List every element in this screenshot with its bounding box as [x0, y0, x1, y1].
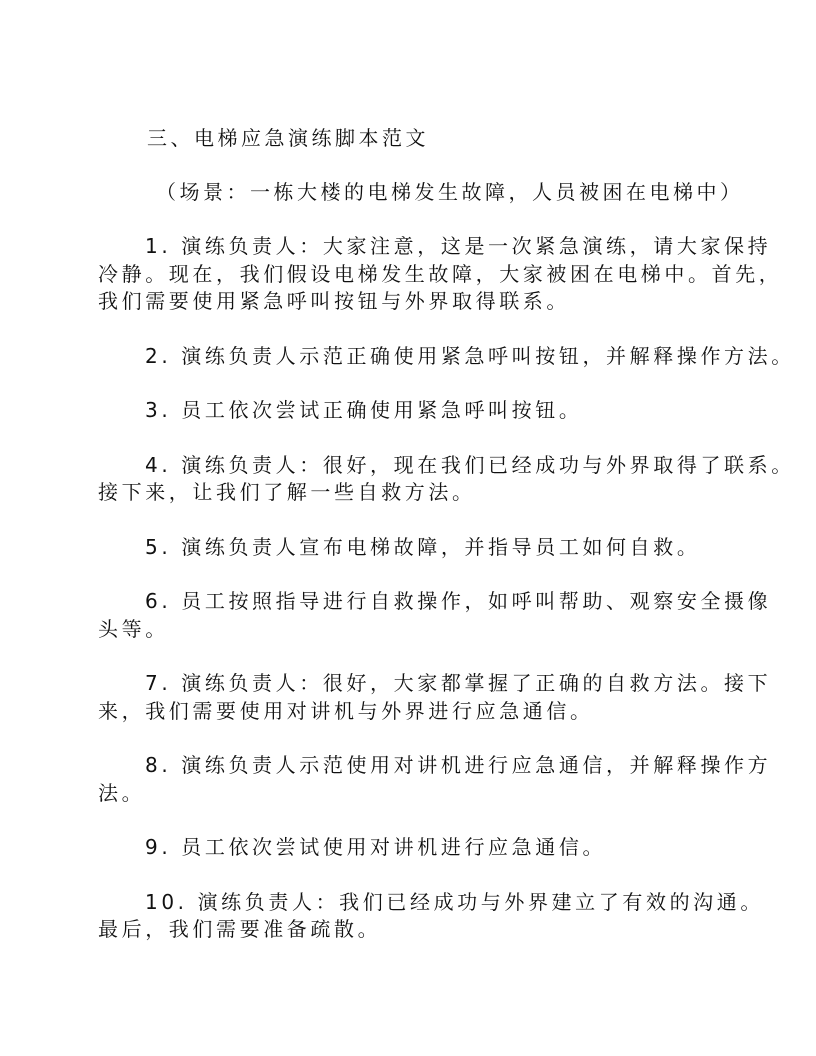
paragraph-line: 冷静。现在，我们假设电梯发生故障，大家被困在电梯中。首先， — [98, 261, 783, 286]
paragraph-line: 1. 演练负责人：大家注意，这是一次紧急演练，请大家保持 — [145, 234, 772, 258]
paragraph-line: 最后，我们需要准备疏散。 — [98, 917, 382, 941]
paragraph-6 — [98, 588, 772, 643]
paragraph-9 — [98, 834, 722, 862]
paragraph-10 — [98, 889, 764, 944]
scene-subtitle: （场景：一栋大楼的电梯发生故障，人员被困在电梯中） — [156, 180, 744, 204]
paragraph-line: 10. 演练负责人：我们已经成功与外界建立了有效的沟通。 — [145, 889, 764, 914]
paragraph-line: 来，我们需要使用对讲机与外界进行应急通信。 — [98, 698, 594, 723]
paragraph-1 — [98, 233, 783, 316]
paragraph-line: 头等。 — [98, 616, 169, 641]
paragraph-line: 6. 员工按照指导进行自救操作，如呼叫帮助、观察安全摄像 — [145, 589, 772, 613]
paragraph-line: 5. 演练负责人宣布电梯故障，并指导员工如何自救。 — [145, 534, 701, 559]
paragraph-3 — [98, 397, 722, 425]
paragraph-8 — [98, 752, 772, 807]
paragraph-2 — [98, 343, 795, 371]
document-body — [98, 233, 795, 971]
paragraph-5 — [98, 534, 722, 562]
paragraph-4 — [98, 452, 795, 507]
paragraph-line: 接下来，让我们了解一些自救方法。 — [98, 480, 476, 504]
paragraph-line: 8. 演练负责人示范使用对讲机进行应急通信，并解释操作方 — [145, 753, 772, 777]
paragraph-line: 9. 员工依次尝试使用对讲机进行应急通信。 — [145, 835, 607, 859]
paragraph-line: 3. 员工依次尝试正确使用紧急呼叫按钮。 — [145, 398, 583, 422]
paragraph-line: 7. 演练负责人：很好，大家都掌握了正确的自救方法。接下 — [145, 671, 772, 695]
section-title: 三、电梯应急演练脚本范文 — [147, 126, 429, 150]
paragraph-line: 法。 — [98, 780, 146, 805]
paragraph-7 — [98, 670, 772, 725]
paragraph-line: 我们需要使用紧急呼叫按钮与外界取得联系。 — [98, 289, 570, 313]
paragraph-line: 2. 演练负责人示范正确使用紧急呼叫按钮，并解释操作方法。 — [145, 343, 795, 368]
paragraph-line: 4. 演练负责人：很好，现在我们已经成功与外界取得了联系。 — [145, 452, 795, 477]
